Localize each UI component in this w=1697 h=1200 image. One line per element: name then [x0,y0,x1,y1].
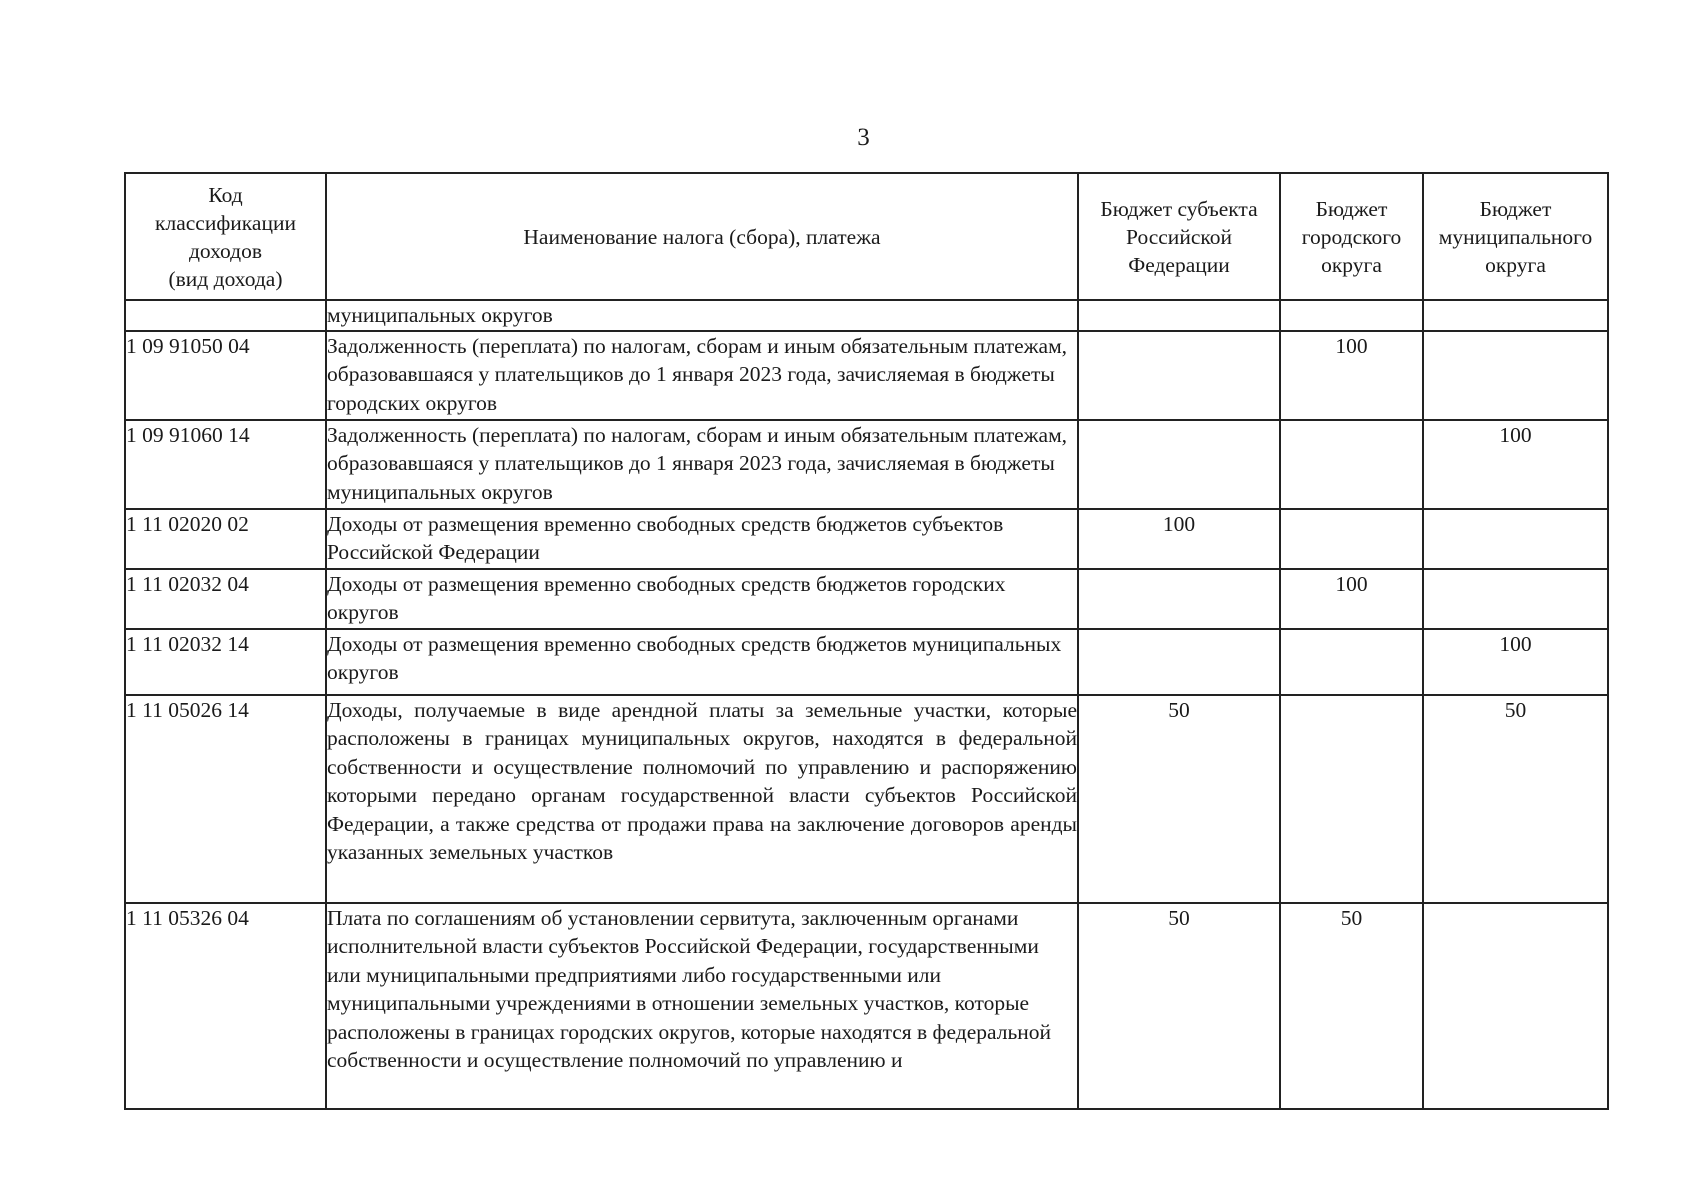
row-subject-value [1078,569,1280,629]
table-row [125,569,1608,629]
header-code [125,173,326,300]
row-municipal-value [1423,569,1608,629]
row-city-value [1280,300,1423,331]
row-municipal-value [1423,509,1608,569]
row-code: 1 11 02020 02 [125,509,326,569]
header-city-budget [1280,173,1423,300]
header-code-line: Код [208,182,243,207]
header-city-line: Бюджет [1315,196,1388,221]
row-subject-value: 50 [1078,903,1280,1109]
row-code: 1 11 02032 14 [125,629,326,695]
header-municipal-line: муниципального [1438,224,1593,249]
table-row [125,300,1608,331]
row-name: Доходы от размещения временно свободных средств бюджетов муниципальных округов [326,629,1078,695]
row-name: Плата по соглашениям об установлении сервитута, заключенным органами исполнительной власти субъектов Российской Федерации, государственными или муниципальными предприятиями либо государственными или муниципальными учреждениями в отношении земельных участков, которые расположены в границах городских округов, которые находятся в федеральной собственности и осуществление полномочий по управлению и [326,903,1078,1109]
revenue-distribution-table [124,172,1609,1110]
header-municipal-line: Бюджет [1479,196,1552,221]
row-subject-value [1078,331,1280,420]
table-row [125,629,1608,695]
header-name [326,173,1078,300]
table-row [125,420,1608,509]
row-municipal-value: 100 [1423,629,1608,695]
header-subject-line: Бюджет субъекта [1100,196,1258,221]
header-code-line: классификации [155,210,296,235]
row-name: Задолженность (переплата) по налогам, сборам и иным обязательным платежам, образовавшаяся у плательщиков до 1 января 2023 года, зачисляемая в бюджеты муниципальных округов [326,420,1078,509]
header-city-line: городского [1301,224,1402,249]
row-city-value: 50 [1280,903,1423,1109]
row-code [125,300,326,331]
row-city-value: 100 [1280,569,1423,629]
header-subject-line: Российской [1126,224,1232,249]
row-municipal-value: 100 [1423,420,1608,509]
row-subject-value [1078,420,1280,509]
table-row [125,331,1608,420]
row-code: 1 11 05326 04 [125,903,326,1109]
row-code: 1 11 05026 14 [125,695,326,903]
row-city-value [1280,509,1423,569]
table-header-row [125,173,1608,300]
row-municipal-value: 50 [1423,695,1608,903]
row-municipal-value [1423,331,1608,420]
table-row [125,903,1608,1109]
header-subject-budget [1078,173,1280,300]
row-city-value: 100 [1280,331,1423,420]
header-city-line: округа [1321,252,1382,277]
header-name-text: Наименование налога (сбора), платежа [523,224,881,249]
row-code: 1 11 02032 04 [125,569,326,629]
row-name: Доходы от размещения временно свободных средств бюджетов городских округов [326,569,1078,629]
header-municipal-line: округа [1485,252,1546,277]
row-name: Доходы, получаемые в виде арендной платы за земельные участки, которые расположены в границах муниципальных округов, находятся в федеральной собственности и осуществление полномочий по управлению и распоряжению которыми передано органам государственной власти субъектов Российской Федерации, а также средства от продажи права на заключение договоров аренды указанных земельных участков [326,695,1078,903]
row-name: Доходы от размещения временно свободных средств бюджетов субъектов Российской Федерации [326,509,1078,569]
header-municipal-budget [1423,173,1608,300]
row-code: 1 09 91060 14 [125,420,326,509]
header-code-line: (вид дохода) [168,266,283,291]
row-municipal-value [1423,903,1608,1109]
header-subject-line: Федерации [1128,252,1230,277]
row-subject-value: 50 [1078,695,1280,903]
table-row [125,509,1608,569]
row-city-value [1280,695,1423,903]
row-city-value [1280,420,1423,509]
row-municipal-value [1423,300,1608,331]
row-city-value [1280,629,1423,695]
row-code: 1 09 91050 04 [125,331,326,420]
page-number: 3 [857,124,870,151]
row-subject-value: 100 [1078,509,1280,569]
header-code-line: доходов [188,238,263,263]
row-subject-value [1078,300,1280,331]
row-name: Задолженность (переплата) по налогам, сборам и иным обязательным платежам, образовавшаяся у плательщиков до 1 января 2023 года, зачисляемая в бюджеты городских округов [326,331,1078,420]
table-row [125,695,1608,903]
row-name: муниципальных округов [326,300,1078,331]
row-subject-value [1078,629,1280,695]
